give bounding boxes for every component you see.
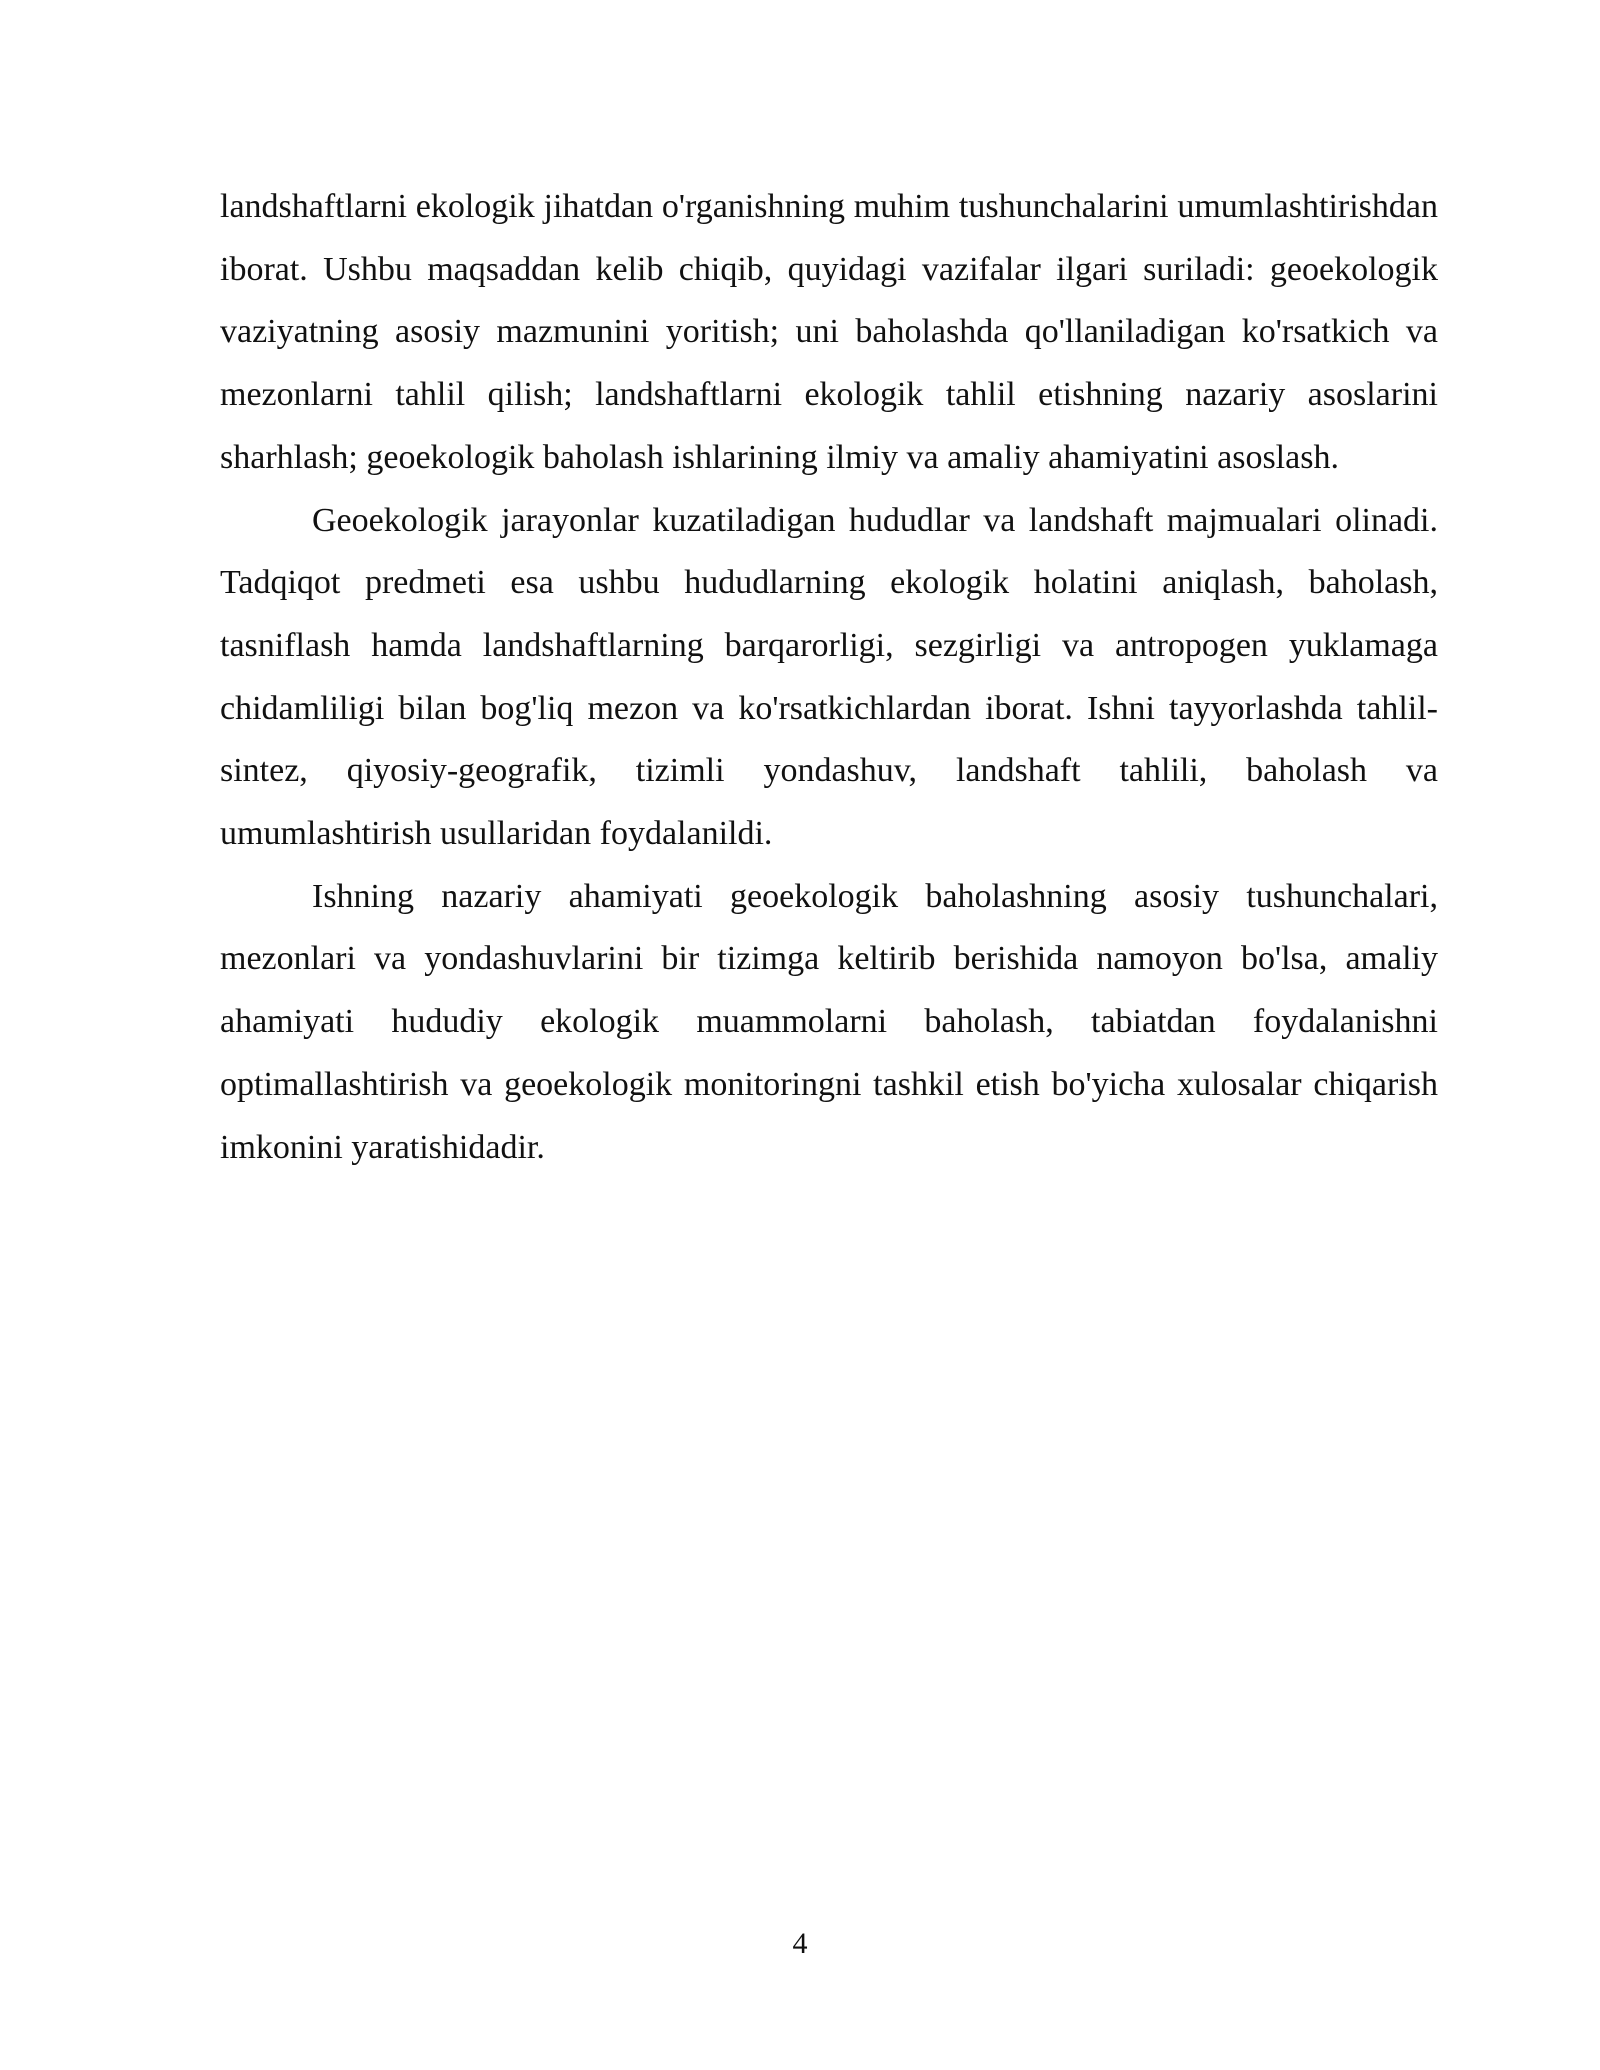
page-number: 4 (792, 1927, 808, 1960)
paragraph-significance: Ishning nazariy ahamiyati geoekologik baholashning asosiy tushunchalari, mezonlari va yondashuvlarini bir tizimga keltirib berishida namoyon bo'lsa, amaliy ahamiyati hududiy ekologik muammolarni baholash, tabiatdan foydalanishni optimallashtirish va geoekologik monitoringni tashkil etish bo'yicha xulosalar chiqarish imkonini yaratishidadir. (220, 877, 1438, 1166)
paragraph-continuation: landshaftlarni ekologik jihatdan o'rganishning muhim tushunchalarini umumlashtirishdan iborat. Ushbu maqsaddan kelib chiqib, quyidagi vazifalar ilgari suriladi: geoekologik vaziyatning asosiy mazmunini yoritish; uni baholashda qo'llaniladigan ko'rsatkich va mezonlarni tahlil qilish; landshaftlarni ekologik tahlil etishning nazariy asoslarini sharhlash; geoekologik baholash ishlarining ilmiy va amaliy ahamiyatini asoslash. (220, 188, 1438, 476)
paragraph-research-object: Geoekologik jarayonlar kuzatiladigan hududlar va landshaft majmualari olinadi. Tadqiqot predmeti esa ushbu hududlarning ekologik holatini aniqlash, baholash, tasniflash hamda landshaftlarning barqarorligi, sezgirligi va antropogen yuklamaga chidamliligi bilan bog'liq mezon va ko'rsatkichlardan iborat. Ishni tayyorlashda tahlil-sintez, qiyosiy-geografik, tizimli yondashuv, landshaft tahlili, baholash va umumlashtirish usullaridan foydalanildi. (220, 501, 1438, 853)
document-body (220, 176, 1438, 1179)
